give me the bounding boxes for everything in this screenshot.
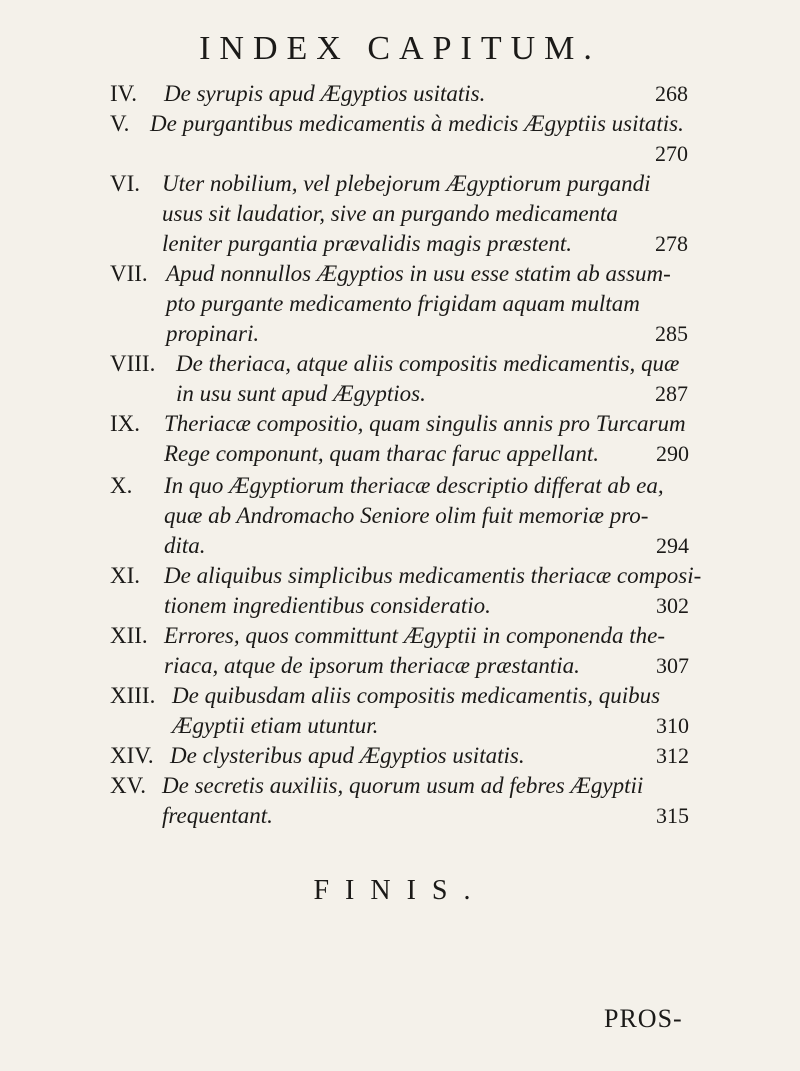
chapter-number: XIII. — [110, 683, 156, 708]
finis-mark: FINIS. — [313, 875, 487, 906]
chapter-title-line: dita. — [164, 533, 206, 558]
chapter-title-line: quæ ab Andromacho Seniore olim fuit memoriæ pro- — [164, 503, 649, 528]
chapter-number: V. — [110, 111, 130, 136]
page-number: 278 — [655, 231, 688, 256]
chapter-number: VI. — [110, 171, 141, 196]
chapter-title-line: De purgantibus medicamentis à medicis Ægyptiis usitatis. — [150, 111, 684, 136]
page-number: 310 — [656, 713, 689, 738]
chapter-title-line: leniter purgantia prævalidis magis præstent. — [162, 231, 572, 256]
chapter-title-line: Ægyptii etiam utuntur. — [172, 713, 379, 738]
chapter-title-line: pto purgante medicamento frigidam aquam multam — [166, 291, 640, 316]
chapter-title-line: De clysteribus apud Ægyptios usitatis. — [170, 743, 525, 768]
chapter-number: XI. — [110, 563, 141, 588]
page-number: 302 — [656, 593, 689, 618]
chapter-number: XIV. — [110, 743, 154, 768]
chapter-title-line: De syrupis apud Ægyptios usitatis. — [164, 81, 486, 106]
chapter-title-line: propinari. — [166, 321, 260, 346]
catchword: PROS- — [604, 1004, 683, 1033]
page-number: 270 — [655, 141, 688, 166]
chapter-title-line: Uter nobilium, vel plebejorum Ægyptiorum purgandi — [162, 171, 651, 196]
chapter-number: IV. — [110, 81, 138, 106]
chapter-number: XII. — [110, 623, 148, 648]
index-title: INDEX CAPITUM. — [199, 30, 601, 67]
page-number: 315 — [656, 803, 689, 828]
chapter-title-line: frequentant. — [162, 803, 273, 828]
chapter-title-line: tionem ingredientibus consideratio. — [164, 593, 491, 618]
page-number: 285 — [655, 321, 688, 346]
chapter-title-line: De aliquibus simplicibus medicamentis theriacæ composi- — [164, 563, 702, 588]
chapter-title-line: riaca, atque de ipsorum theriacæ præstantia. — [164, 653, 580, 678]
chapter-title-line: De theriaca, atque aliis compositis medicamentis, quæ — [176, 351, 680, 376]
chapter-title-line: De quibusdam aliis compositis medicamentis, quibus — [172, 683, 661, 708]
chapter-title-line: Apud nonnullos Ægyptios in usu esse statim ab assum- — [166, 261, 671, 286]
chapter-title-line: Errores, quos committunt Ægyptii in componenda the- — [164, 623, 666, 648]
chapter-number: IX. — [110, 411, 141, 436]
chapter-number: VIII. — [110, 351, 156, 376]
page-number: 287 — [655, 381, 688, 406]
chapter-title-line: Theriacæ compositio, quam singulis annis pro Turcarum — [164, 411, 686, 436]
page-number: 268 — [655, 81, 688, 106]
chapter-title-line: usus sit laudatior, sive an purgando medicamenta — [162, 201, 618, 226]
chapter-number: VII. — [110, 261, 148, 286]
chapter-number: X. — [110, 473, 133, 498]
chapter-title-line: Rege componunt, quam tharac faruc appellant. — [164, 441, 600, 466]
chapter-title-line: in usu sunt apud Ægyptios. — [176, 381, 426, 406]
chapter-number: XV. — [110, 773, 147, 798]
page-number: 294 — [656, 533, 689, 558]
chapter-title-line: De secretis auxiliis, quorum usum ad febres Ægyptii — [162, 773, 644, 798]
page-number: 290 — [656, 441, 689, 466]
page-number: 307 — [656, 653, 689, 678]
chapter-title-line: In quo Ægyptiorum theriacæ descriptio differat ab ea, — [164, 473, 664, 498]
page-number: 312 — [656, 743, 689, 768]
